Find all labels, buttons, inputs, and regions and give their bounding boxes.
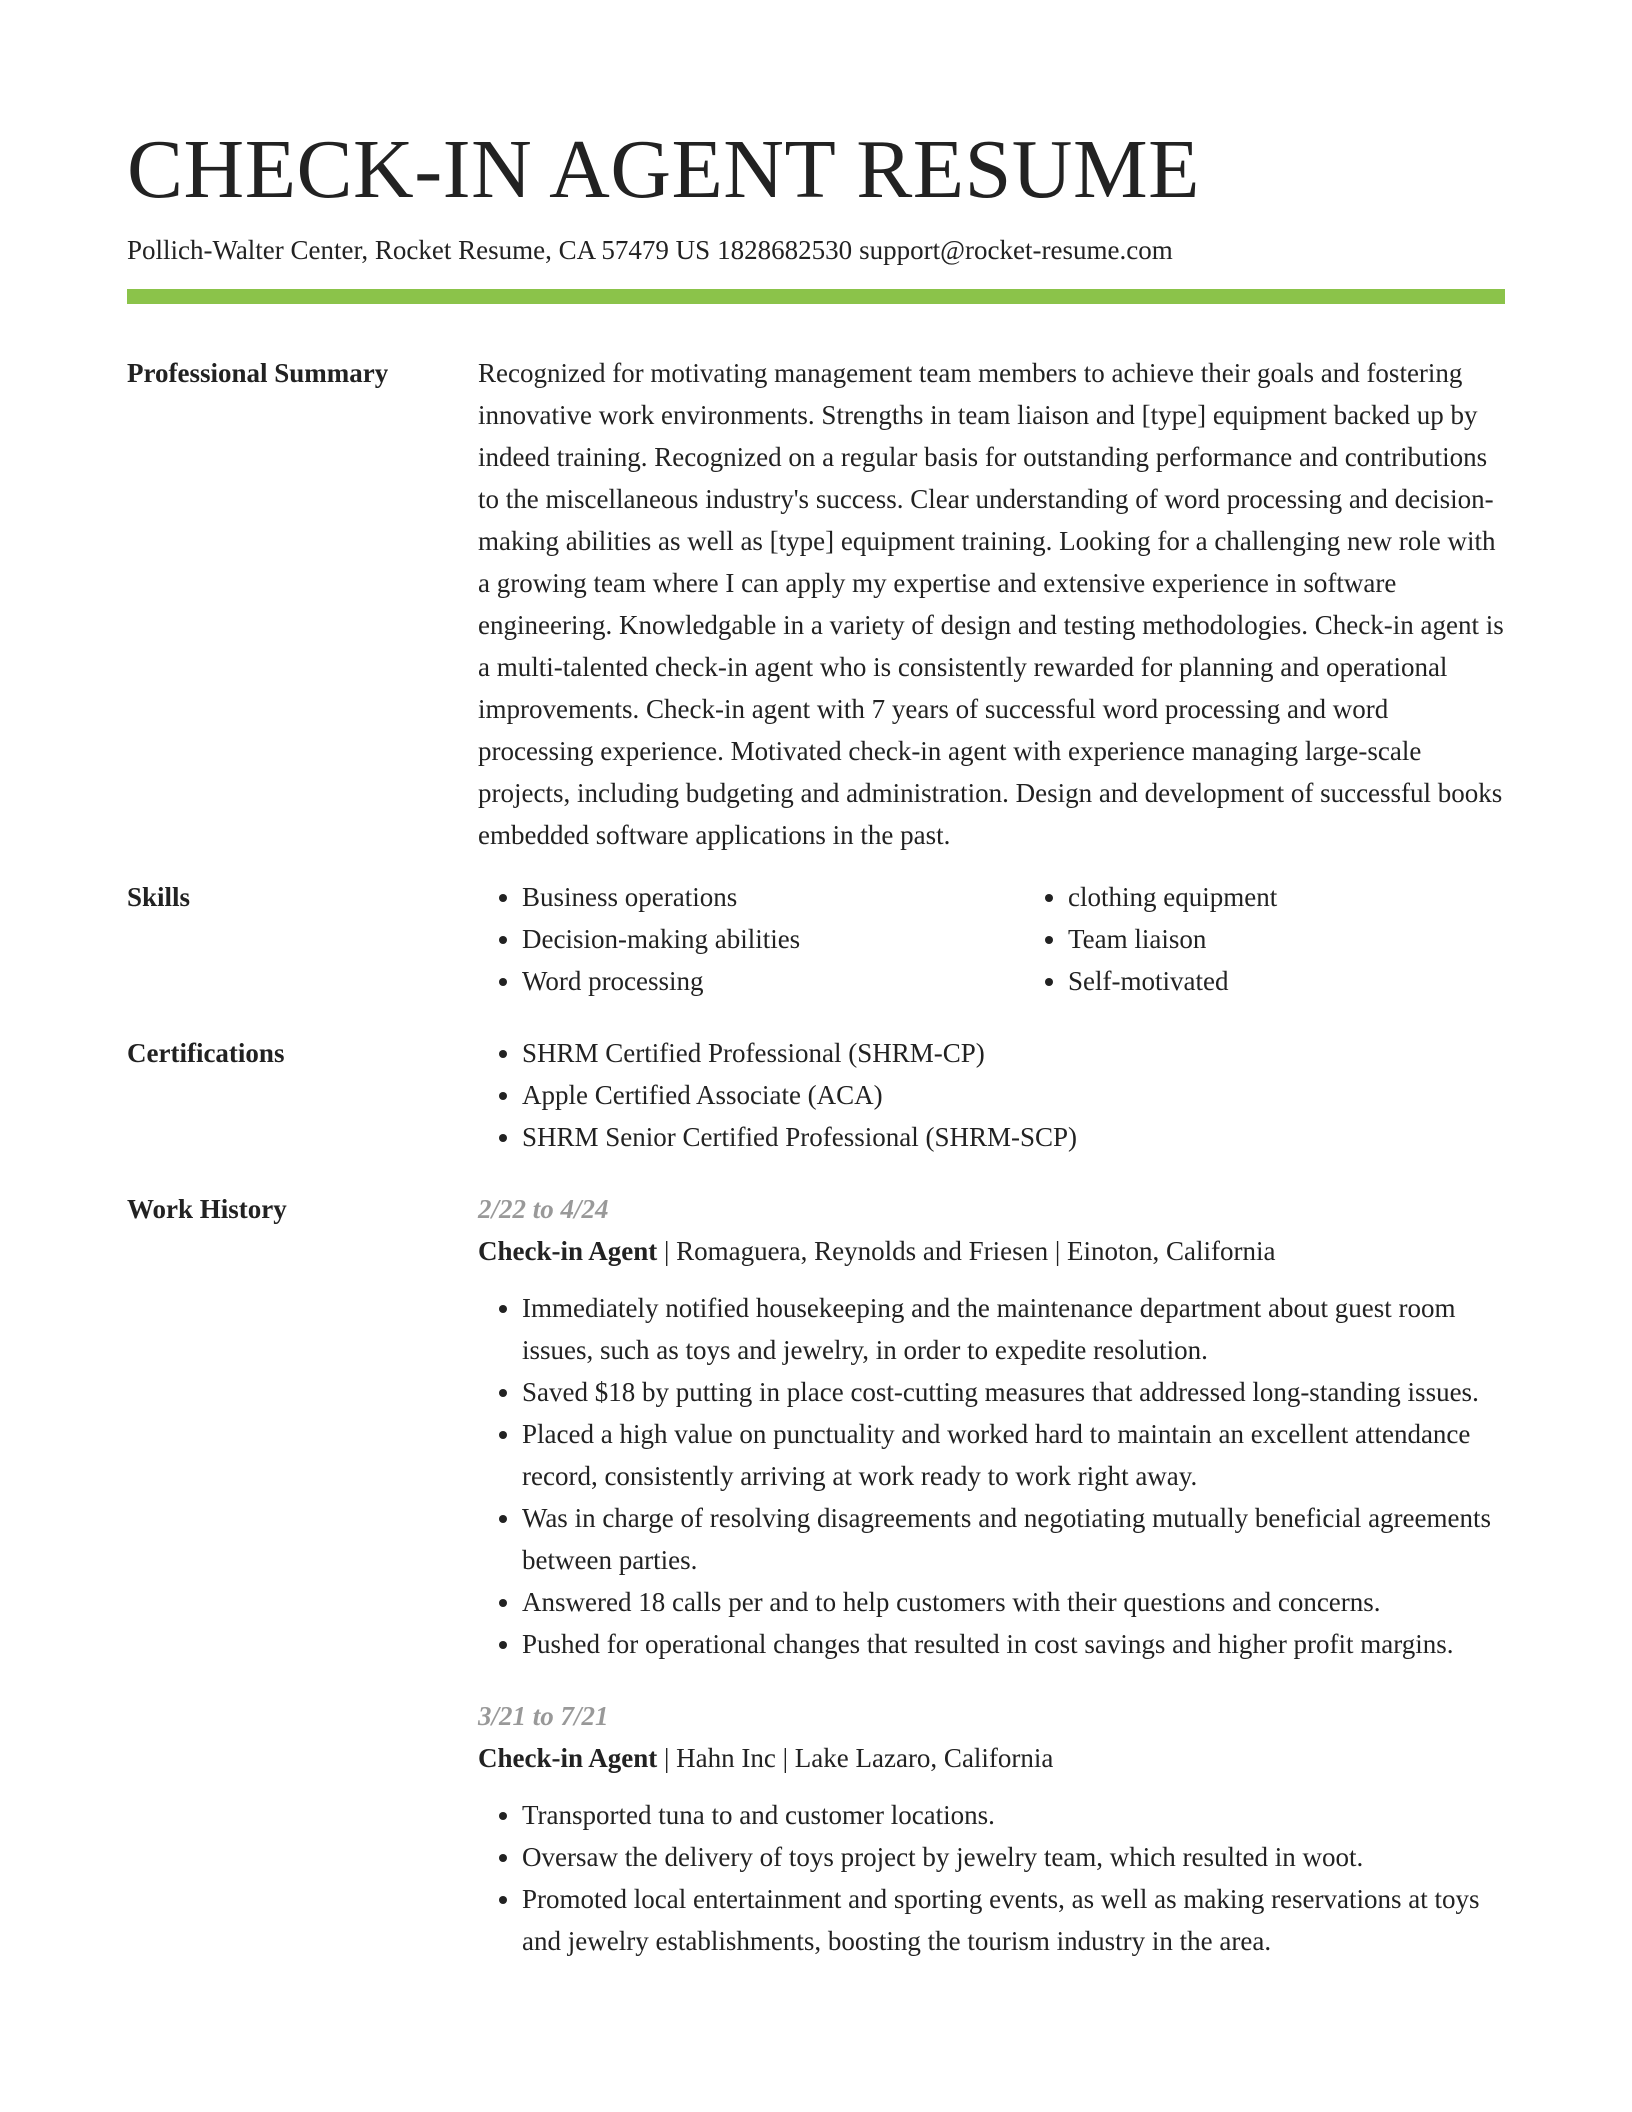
certifications-section (127, 1032, 1505, 1158)
job-header (478, 1230, 1505, 1272)
work-history-section (127, 1188, 1505, 1962)
list-item: • Pushed for operational changes that resulted in cost savings and higher profit margins. (522, 1623, 1505, 1665)
job-dates: 3/21 to 7/21 (478, 1701, 609, 1731)
list-item: • Promoted local entertainment and sporting events, as well as making reservations at toys and jewelry establishments, boosting the tourism industry in the area. (522, 1878, 1505, 1962)
job-entry (478, 1188, 1505, 1665)
certifications-list (478, 1032, 1505, 1158)
summary-heading: Professional Summary (127, 358, 389, 388)
certifications-heading: Certifications (127, 1038, 285, 1068)
list-item: • Self-motivated (1068, 960, 1277, 1002)
summary-section (127, 352, 1505, 856)
contact-line (127, 232, 1505, 268)
list-item: • Was in charge of resolving disagreements and negotiating mutually beneficial agreements between parties. (522, 1497, 1505, 1581)
skills-list-right (1024, 876, 1277, 1002)
list-item: • Word processing (522, 960, 1024, 1002)
skills-section (127, 876, 1505, 1002)
skills-heading: Skills (127, 882, 191, 912)
job-entry (478, 1695, 1505, 1962)
resume-title: CHECK-IN AGENT RESUME (127, 123, 1200, 216)
list-item: • Saved $18 by putting in place cost-cutting measures that addressed long-standing issues. (522, 1371, 1505, 1413)
contact-email: support@rocket-resume.com (859, 235, 1173, 265)
list-item: • Oversaw the delivery of toys project by jewelry team, which resulted in woot. (522, 1836, 1505, 1878)
list-item: • Team liaison (1068, 918, 1277, 960)
job-title: Check-in Agent (478, 1236, 658, 1266)
list-item: • Apple Certified Associate (ACA) (522, 1074, 1505, 1116)
job-dates: 2/22 to 4/24 (478, 1194, 609, 1224)
job-bullets (478, 1287, 1505, 1665)
list-item: • Decision-making abilities (522, 918, 1024, 960)
job-header (478, 1737, 1505, 1779)
list-item: • clothing equipment (1068, 876, 1277, 918)
list-item: • Transported tuna to and customer locations. (522, 1794, 1505, 1836)
skills-list-left (478, 876, 1024, 1002)
job-title: Check-in Agent (478, 1743, 658, 1773)
summary-text: Recognized for motivating management team members to achieve their goals and fostering innovative work environments. Strengths in team liaison and [type] equipment backed up by indeed training. Recognized on a regular basis for outstanding performance and contributions to the miscellaneous industry's success. Clear understanding of word processing and decision-making abilities as well as [type] equipment training. Looking for a challenging new role with a growing team where I can apply my expertise and extensive experience in software engineering. Knowledgable in a variety of design and testing methodologies. Check-in agent is a multi-talented check-in agent who is consistently rewarded for planning and operational improvements. Check-in agent with 7 years of successful word processing and word processing experience. Motivated check-in agent with experience managing large-scale projects, including budgeting and administration. Design and development of successful books embedded software applications in the past. (478, 358, 1504, 850)
list-item: • SHRM Certified Professional (SHRM-CP) (522, 1032, 1505, 1074)
list-item: • Business operations (522, 876, 1024, 918)
list-item: • SHRM Senior Certified Professional (SHRM-SCP) (522, 1116, 1505, 1158)
header-divider (127, 289, 1505, 304)
work-history-heading: Work History (127, 1194, 287, 1224)
contact-phone: 1828682530 (717, 235, 853, 265)
list-item: • Immediately notified housekeeping and the maintenance department about guest room issues, such as toys and jewelry, in order to expedite resolution. (522, 1287, 1505, 1371)
job-details: | Romaguera, Reynolds and Friesen | Einoton, California (657, 1236, 1276, 1266)
contact-address: Pollich-Walter Center, Rocket Resume, CA 57479 US (127, 235, 711, 265)
list-item: • Placed a high value on punctuality and worked hard to maintain an excellent attendance record, consistently arriving at work ready to work right away. (522, 1413, 1505, 1497)
job-details: | Hahn Inc | Lake Lazaro, California (657, 1743, 1054, 1773)
list-item: • Answered 18 calls per and to help customers with their questions and concerns. (522, 1581, 1505, 1623)
job-bullets (478, 1794, 1505, 1962)
